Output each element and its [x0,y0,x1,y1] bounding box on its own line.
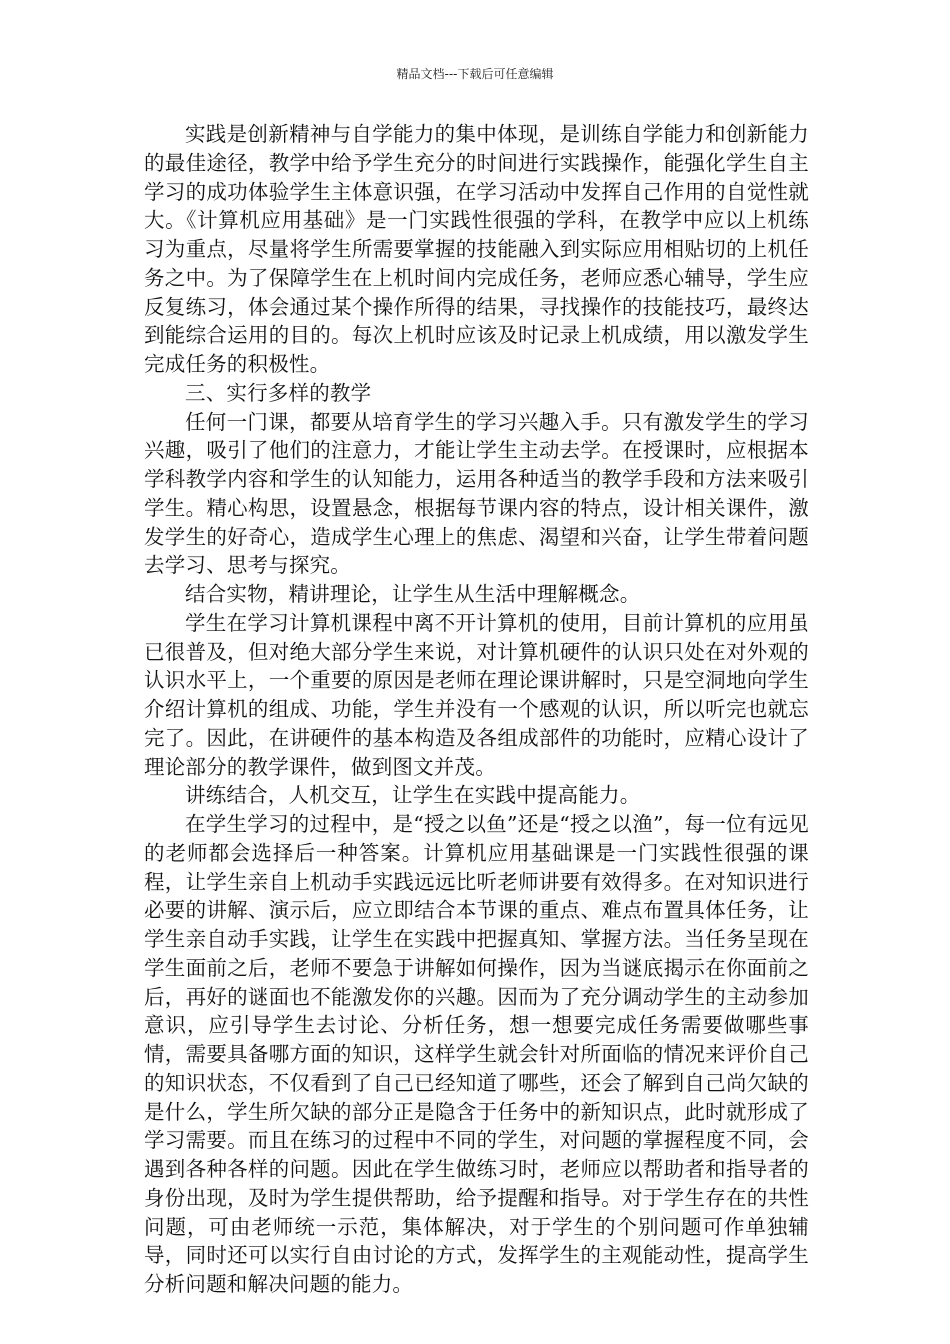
subheading-practice-interaction: 讲练结合，人机交互，让学生在实践中提高能力。 [185,783,641,808]
subheading-objects-theory: 结合实物，精讲理论，让学生从生活中理解概念。 [185,582,641,606]
paragraph-hardware: 学生在学习计算机课程中离不开计算机的使用，目前计算机的应用虽已很普及，但对绝大部分学生来说，对计算机硬件的认识只处在对外观的认识水平上，一个重要的原因是老师在理论课讲解时，只是空洞地向学生介绍计算机的组成、功能，学生并没有一个感观的认识，所以听完也就忘完了。因此，在讲硬件的基本构造及各组成部件的功能时，应精心设计了理论部分的教学课件，做到图文并茂。 [144,610,809,779]
page-header: 精品文档---下载后可任意编辑 [396,67,554,81]
paragraph-teach-fishing: 在学生学习的过程中，是“授之以鱼”还是“授之以渔”，每一位有远见的老师都会选择后一种答案。计算机应用基础课是一门实践性很强的课程，让学生亲自上机动手实践远远比听老师讲要有效得多。在对知识进行必要的讲解、演示后，应立即结合本节课的重点、难点布置具体任务，让学生亲自动手实践，让学生在实践中把握真知、掌握方法。当任务呈现在学生面前之后，老师不要急于讲解如何操作，因为当谜底揭示在你面前之后，再好的谜面也不能激发你的兴趣。因而为了充分调动学生的主动参加意识，应引导学生去讨论、分析任务，想一想要完成任务需要做哪些事情，需要具备哪方面的知识，这样学生就会针对所面临的情况来评价自己的知识状态，不仅看到了自己已经知道了哪些，还会了解到自己尚欠缺的是什么，学生所欠缺的部分正是隐含于任务中的新知识点，此时就形成了学习需要。而且在练习的过程中不同的学生，对问题的掌握程度不同，会遇到各种各样的问题。因此在学生做练习时，老师应以帮助者和指导者的身份出现，及时为学生提供帮助，给予提醒和指导。对于学生存在的共性问题，可由老师统一示范，集体解决，对于学生的个别问题可作单独辅导，同时还可以实行自由讨论的方式，发挥学生的主观能动性，提高学生分析问题和解决问题的能力。 [144,812,809,1296]
paragraph-interest: 任何一门课，都要从培育学生的学习兴趣入手。只有激发学生的学习兴趣，吸引了他们的注意力，才能让学生主动去学。在授课时，应根据本学科教学内容和学生的认知能力，运用各种适当的教学手段和方法来吸引学生。精心构思，设置悬念，根据每节课内容的特点，设计相关课件，激发学生的好奇心，造成学生心理上的焦虑、渴望和兴奋，让学生带着问题去学习、思考与探究。 [144,409,809,578]
section-heading-varied-teaching: 三、实行多样的教学 [185,380,372,405]
document-body [144,120,809,1299]
paragraph-practice: 实践是创新精神与自学能力的集中体现，是训练自学能力和创新能力的最佳途径，教学中给予学生充分的时间进行实践操作，能强化学生自主学习的成功体验学生主体意识强，在学习活动中发挥自己作用的自觉性就大。《计算机应用基础》是一门实践性很强的学科，在教学中应以上机练习为重点，尽量将学生所需要掌握的技能融入到实际应用相贴切的上机任务之中。为了保障学生在上机时间内完成任务，老师应悉心辅导，学生应反复练习，体会通过某个操作所得的结果，寻找操作的技能技巧，最终达到能综合运用的目的。每次上机时应该及时记录上机成绩，用以激发学生完成任务的积极性。 [144,122,809,376]
